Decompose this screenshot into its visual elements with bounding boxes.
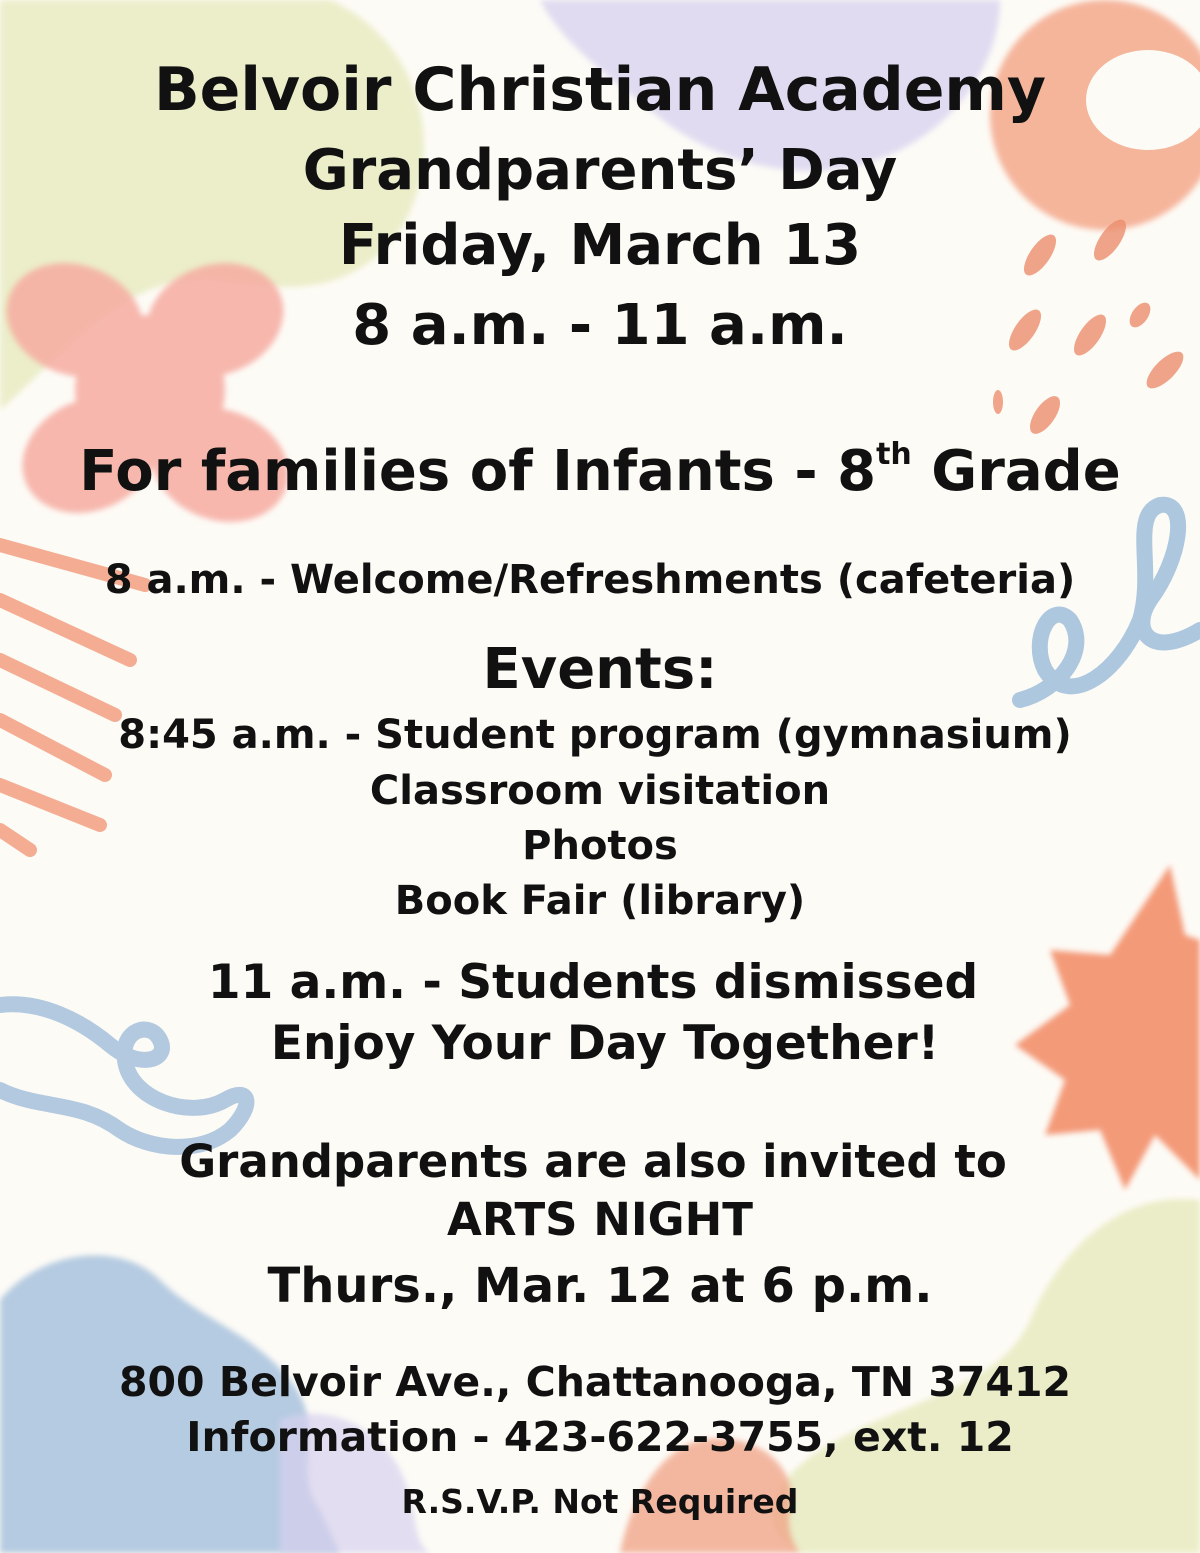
rsvp-note: R.S.V.P. Not Required	[401, 1482, 799, 1521]
school-name: Belvoir Christian Academy	[153, 55, 1047, 125]
event-date: Friday, March 13	[338, 213, 862, 278]
audience-prefix: For families of Infants - 8	[79, 439, 877, 504]
event-time: 8 a.m. - 11 a.m.	[352, 293, 848, 358]
audience-suffix: Grade	[931, 439, 1121, 504]
arts-night-date: Thurs., Mar. 12 at 6 p.m.	[267, 1258, 933, 1314]
events-heading: Events:	[482, 637, 718, 702]
arts-night-title: ARTS NIGHT	[447, 1193, 753, 1246]
welcome-line: 8 a.m. - Welcome/Refreshments (cafeteria)	[104, 557, 1076, 603]
enjoy-line: Enjoy Your Day Together!	[270, 1016, 940, 1071]
event-item: Classroom visitation	[369, 768, 831, 814]
event-name: Grandparents’ Day	[302, 138, 898, 203]
event-item: Book Fair (library)	[394, 878, 806, 924]
address: 800 Belvoir Ave., Chattanooga, TN 37412	[118, 1358, 1072, 1406]
event-item: Photos	[522, 823, 678, 869]
event-item: 8:45 a.m. - Student program (gymnasium)	[118, 712, 1072, 758]
audience-superscript: th	[876, 437, 912, 472]
arts-invite-line: Grandparents are also invited to	[179, 1135, 1007, 1188]
dismissal-line: 11 a.m. - Students dismissed	[207, 955, 979, 1010]
audience-line	[0, 437, 1200, 504]
info-phone: Information - 423-622-3755, ext. 12	[186, 1413, 1014, 1461]
